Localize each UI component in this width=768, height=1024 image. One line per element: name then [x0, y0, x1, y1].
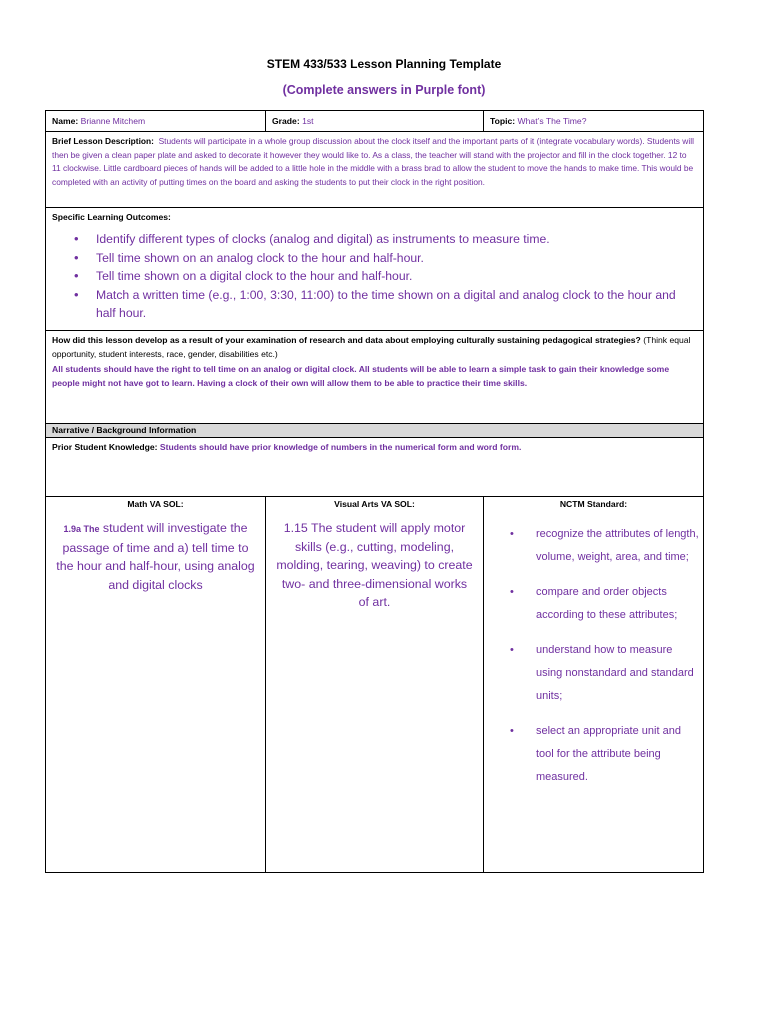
- nctm-item: • select an appropriate unit and tool for the attribute being measured.: [536, 720, 703, 789]
- outcome-item: • Tell time shown on an analog clock to the hour and half-hour.: [96, 249, 697, 268]
- art-sol-text: 1.15 The student will apply motor skills (e.g., cutting, modeling, molding, tearing, weaving) to create two- and three-dimensional works of art.: [276, 521, 473, 609]
- description-row: [46, 132, 704, 208]
- prior-label: Prior Student Knowledge:: [52, 442, 158, 452]
- name-cell: [46, 111, 266, 132]
- prior-row: [46, 438, 704, 497]
- research-question: How did this lesson develop as a result of your examination of research and data about employing culturally sustaining pedagogical strategies?: [52, 335, 641, 345]
- description-cell: [46, 132, 704, 208]
- topic-label: Topic:: [490, 116, 516, 126]
- research-row: [46, 331, 704, 424]
- math-sol-header: Math VA SOL:: [127, 499, 184, 509]
- outcomes-row: [46, 208, 704, 331]
- outcome-item: • Match a written time (e.g., 1:00, 3:30, 11:00) to the time shown on a digital and analog clock to the hour and half hour.: [96, 286, 697, 323]
- prior-text: Students should have prior knowledge of numbers in the numerical form and word form.: [159, 442, 522, 452]
- name-value: Brianne Mitchem: [80, 116, 146, 126]
- outcome-item: • Tell time shown on a digital clock to the hour and half-hour.: [96, 267, 697, 286]
- research-answer: All students should have the right to tell time on an analog or digital clock. All students will be able to learn a simple task to gain their knowledge some people might not have got to learn. Having a clock of their own will allow them to be able to practice their time skills.: [52, 363, 670, 388]
- grade-value: 1st: [302, 116, 314, 126]
- outcomes-label: Specific Learning Outcomes:: [52, 212, 171, 222]
- outcomes-list: [52, 230, 697, 323]
- nctm-item: • recognize the attributes of length, volume, weight, area, and time;: [536, 523, 703, 569]
- document-title: STEM 433/533 Lesson Planning Template: [266, 57, 502, 71]
- narrative-cell: [46, 424, 704, 438]
- info-row: [46, 111, 704, 132]
- art-sol-cell: [266, 497, 484, 873]
- outcome-item: • Identify different types of clocks (analog and digital) as instruments to measure time.: [96, 230, 697, 249]
- nctm-item: • compare and order objects according to these attributes;: [536, 581, 703, 627]
- nctm-header: NCTM Standard:: [559, 499, 628, 509]
- research-hint: (Think equal opportunity, student interests, race, gender, disabilities etc.): [52, 335, 691, 360]
- narrative-row: [46, 424, 704, 438]
- math-sol-cell: [46, 497, 266, 873]
- description-label: Brief Lesson Description:: [52, 136, 154, 146]
- narrative-label: Narrative / Background Information: [52, 425, 197, 435]
- name-label: Name:: [52, 116, 79, 126]
- prior-cell: [46, 438, 704, 497]
- nctm-item: • understand how to measure using nonstandard and standard units;: [536, 639, 703, 708]
- topic-cell: [484, 111, 704, 132]
- grade-cell: [266, 111, 484, 132]
- art-sol-header: Visual Arts VA SOL:: [334, 499, 415, 509]
- nctm-list: [484, 523, 703, 789]
- math-sol-prefix: 1.9a The: [63, 524, 100, 534]
- grade-label: Grade:: [272, 116, 300, 126]
- topic-value: What’s The Time?: [517, 116, 587, 126]
- document-subtitle: (Complete answers in Purple font): [282, 83, 486, 97]
- nctm-cell: [484, 497, 704, 873]
- outcomes-cell: [46, 208, 704, 331]
- standards-row: [46, 497, 704, 873]
- description-text: Students will participate in a whole group discussion about the clock itself and the important parts of it (integrate vocabulary words). Students will then be given a clean paper plate and asked to decorate it however they would like to. As a class, the teacher will stand with the projector and fill in the clock together. 12 to 11 clockwise. Little cardboard pieces of hands will be added to a little hole in the middle with a brass brad to allow the student to move the hands to make time. This would be completed with an activity of putting times on the board and asking the students to put their clock in the right position.: [52, 136, 694, 188]
- lesson-plan-table: [45, 110, 704, 873]
- research-cell: [46, 331, 704, 424]
- math-sol-body: student will investigate the passage of time and a) tell time to the hour and half-hour, using analog and digital clocks: [56, 521, 255, 592]
- math-sol-text: [46, 509, 265, 594]
